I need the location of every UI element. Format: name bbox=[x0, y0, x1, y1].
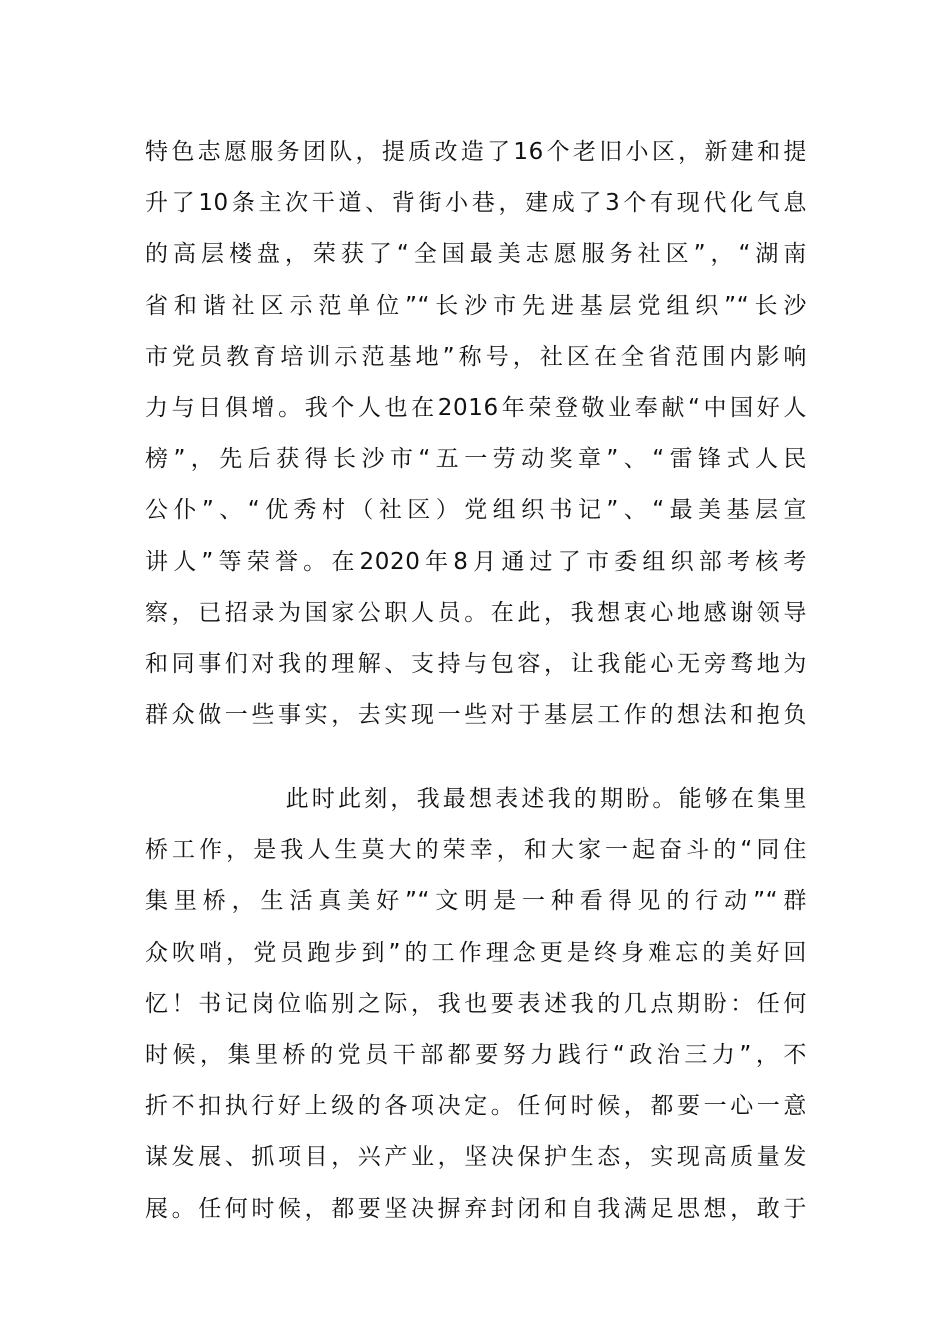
text-line: 榜”，先后获得长沙市“五一劳动奖章”、“雷锋式人民 bbox=[145, 446, 807, 473]
text-line: 和同事们对我的理解、支持与包容，让我能心无旁骛地为 bbox=[145, 650, 807, 677]
text-line: 桥工作，是我人生莫大的荣幸，和大家一起奋斗的“同住 bbox=[145, 837, 807, 864]
text-line: 省和谐社区示范单位”“长沙市先进基层党组织”“长沙 bbox=[145, 292, 807, 319]
text-line-content: 此时此刻，我最想表述我的期盼。能够在集里 bbox=[283, 786, 807, 812]
text-line: 展。任何时候，都要坚决摒弃封闭和自我满足思想，敢于 bbox=[145, 1195, 807, 1222]
text-line: 察，已招录为国家公职人员。在此，我想衷心地感谢领导 bbox=[145, 599, 807, 626]
text-line: 的高层楼盘，荣获了“全国最美志愿服务社区”，“湖南 bbox=[145, 241, 807, 268]
text-line-first-indented bbox=[145, 774, 807, 825]
text-line: 升了10条主次干道、背街小巷，建成了3个有现代化气息 bbox=[145, 190, 807, 217]
text-line: 讲人”等荣誉。在2020年8月通过了市委组织部考核考 bbox=[145, 548, 807, 575]
text-line: 市党员教育培训示范基地”称号，社区在全省范围内影响 bbox=[145, 343, 807, 370]
text-line: 时候，集里桥的党员干部都要努力践行“政治三力”，不 bbox=[145, 1041, 807, 1068]
text-line: 力与日俱增。我个人也在2016年荣登敬业奉献“中国好人 bbox=[145, 394, 807, 421]
text-line: 群众做一些事实，去实现一些对于基层工作的想法和抱负 bbox=[145, 702, 807, 729]
text-line: 集里桥，生活真美好”“文明是一种看得见的行动”“群 bbox=[145, 888, 807, 915]
paragraph-1 bbox=[145, 127, 807, 741]
text-line: 众吹哨，党员跑步到”的工作理念更是终身难忘的美好回 bbox=[145, 939, 807, 966]
paragraph-2 bbox=[145, 774, 807, 1235]
text-line: 忆！书记岗位临别之际，我也要表述我的几点期盼：任何 bbox=[145, 990, 807, 1017]
text-line: 谋发展、抓项目，兴产业，坚决保护生态，实现高质量发 bbox=[145, 1144, 807, 1171]
text-line: 折不扣执行好上级的各项决定。任何时候，都要一心一意 bbox=[145, 1093, 807, 1120]
text-line: 特色志愿服务团队，提质改造了16个老旧小区，新建和提 bbox=[145, 139, 807, 165]
text-line: 公仆”、“优秀村（社区）党组织书记”、“最美基层宣 bbox=[145, 497, 807, 524]
